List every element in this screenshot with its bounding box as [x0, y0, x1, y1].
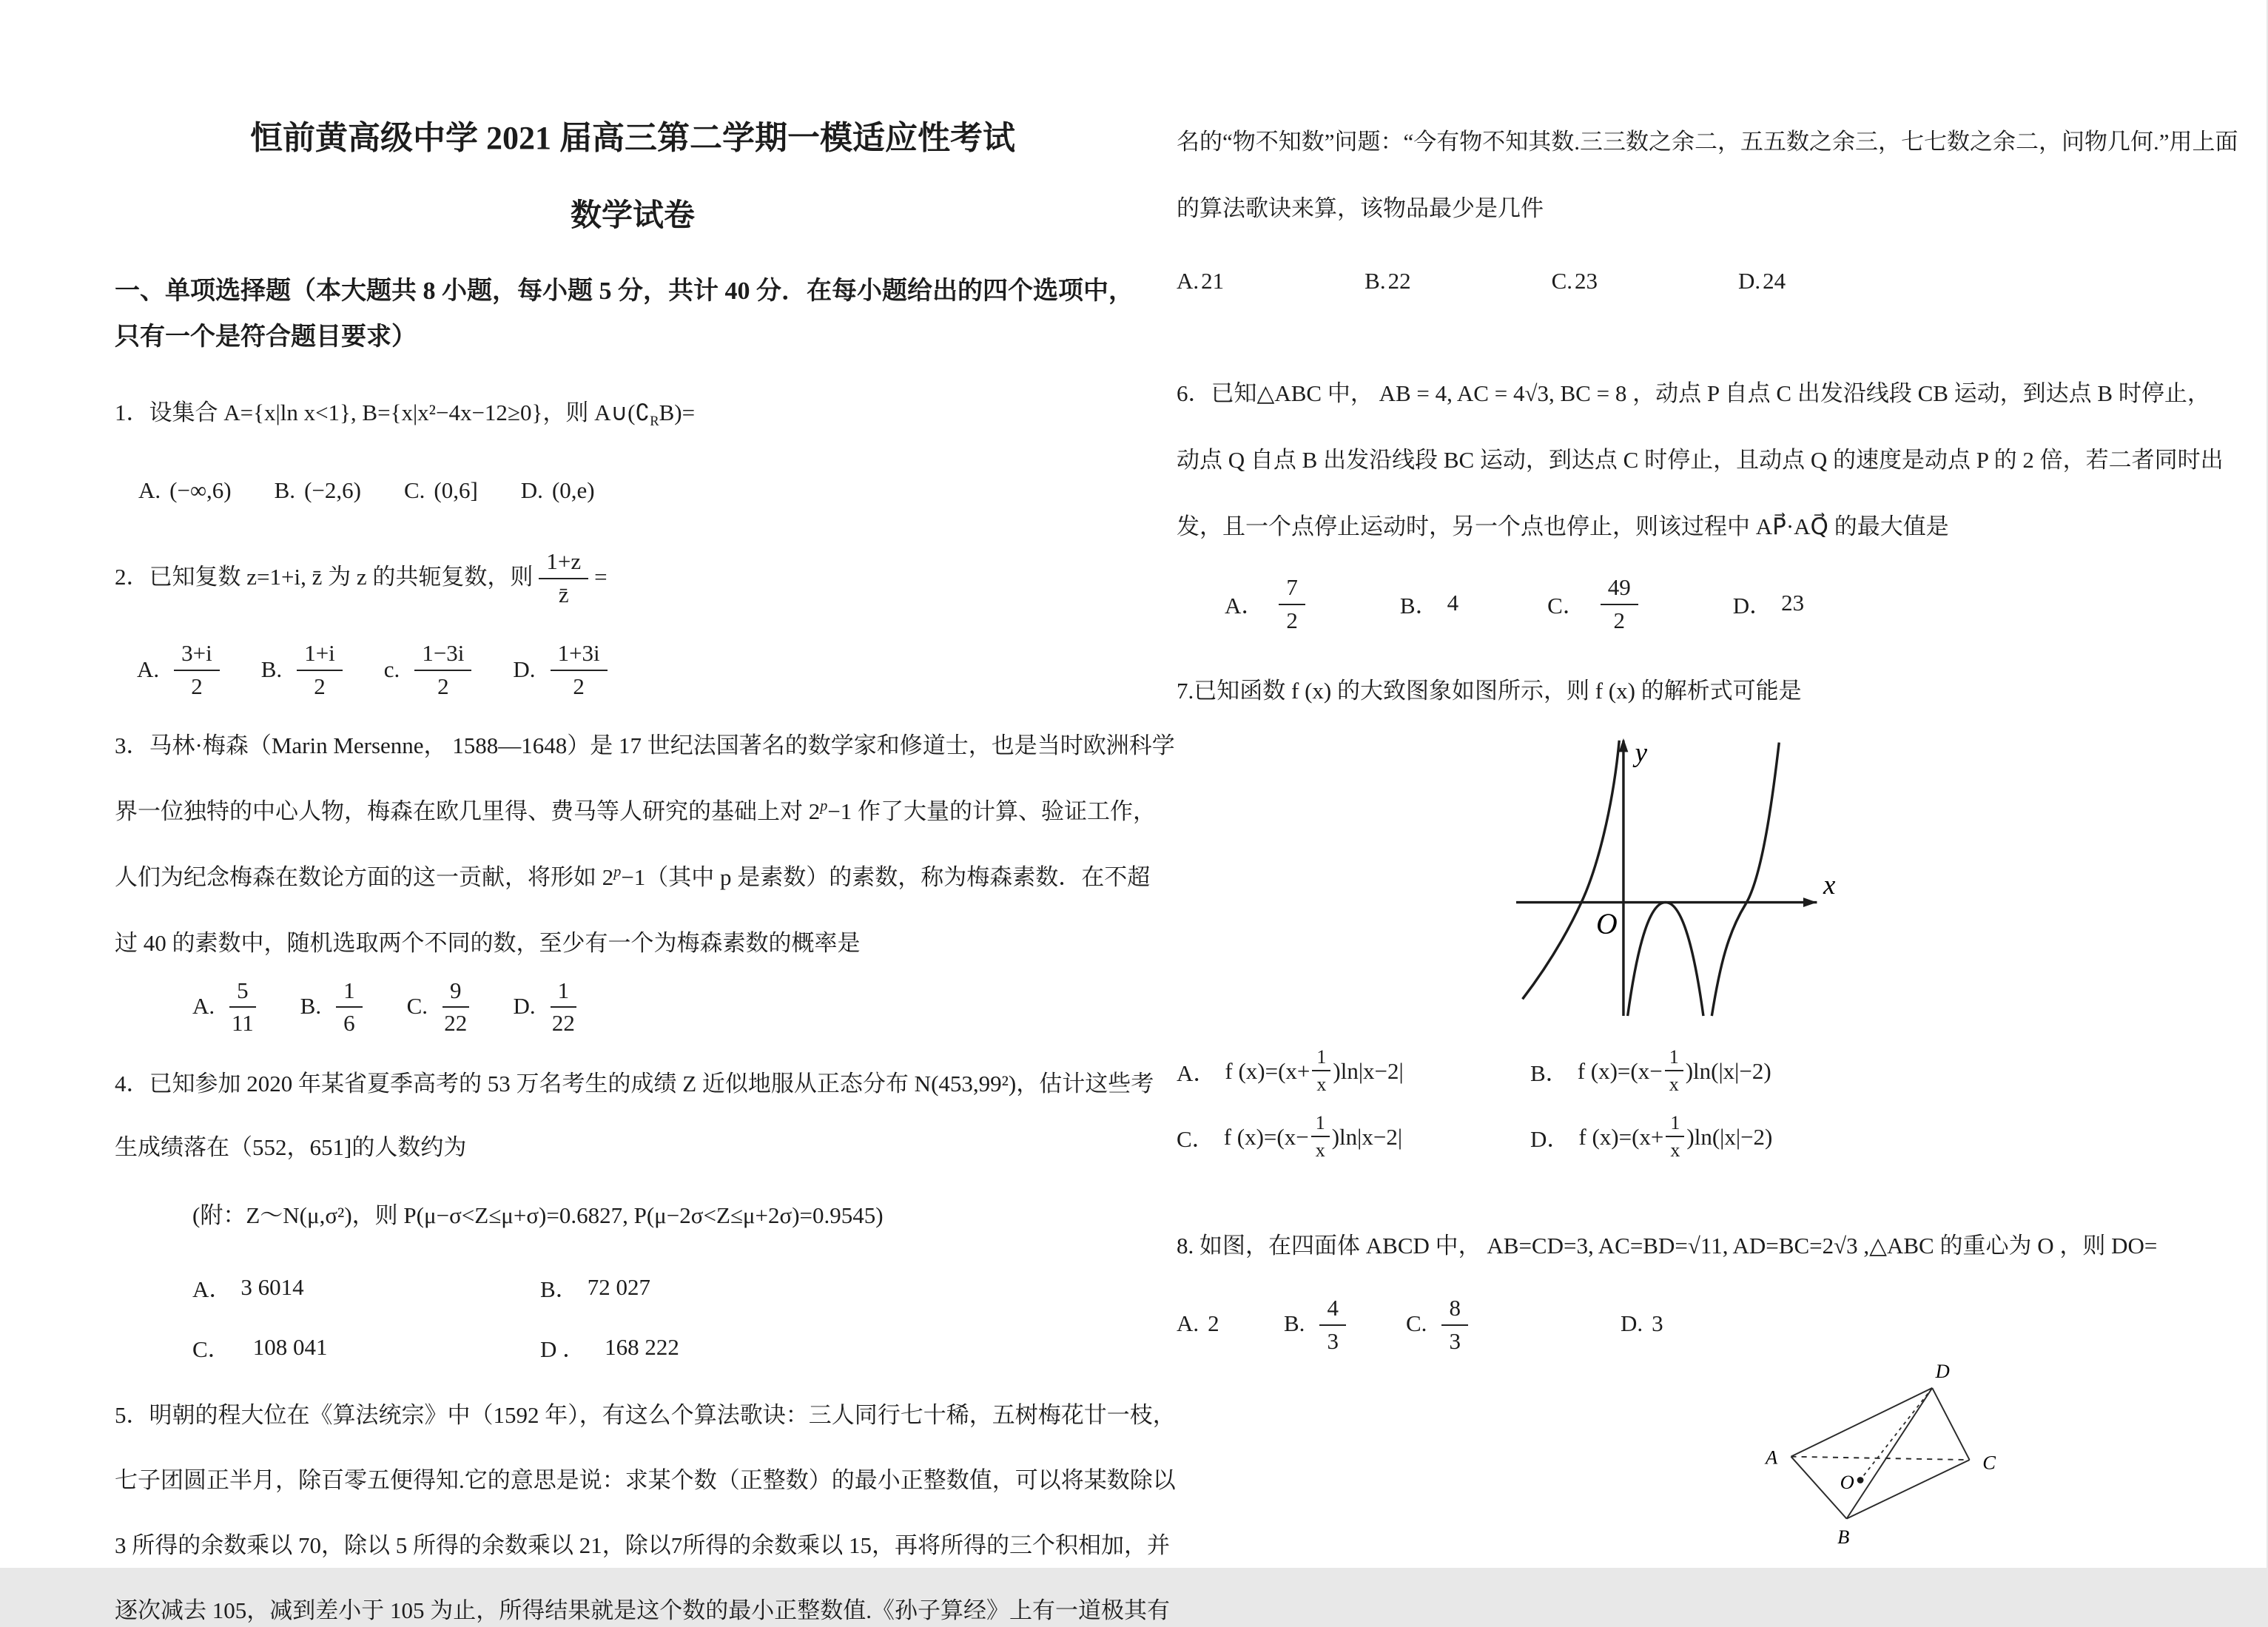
option-2a-den: 2: [191, 673, 203, 700]
q3-line2-pre: 界一位独特的中心人物，梅森在欧几里得、费马等人研究的基础上对 2: [115, 798, 821, 824]
q1-stem-post: B)=: [659, 399, 696, 425]
option-1b-value: (−2,6): [304, 477, 361, 504]
q3-line2-exponent: p: [820, 798, 828, 815]
option-2a-fraction: [174, 639, 220, 699]
option-6a-num: 7: [1279, 573, 1305, 605]
question-3-line1: 3．马林·梅森（Marin Mersenne， 1588—1648）是 17 世纪法国著名的数学家和修道士，也是当时欧洲科学: [115, 732, 1175, 758]
option-8d-value: 3: [1652, 1310, 1663, 1337]
option-6a-den: 2: [1286, 607, 1298, 633]
q2-stem-post: =: [594, 564, 608, 590]
question-5-line2: 七子团圆正半月，除百零五便得知.它的意思是说：求某个数（正整数）的最小正整数值，可以将某数除以: [115, 1467, 1176, 1494]
question-6-line2: 动点 Q 自点 B 出发沿线段 BC 运动，到达点 C 时停止，且动点 Q 的速度是动点 P 的 2 倍，若二者同时出: [1177, 447, 2224, 474]
option-1d-label: D.: [520, 477, 543, 504]
function-graph-figure: [1495, 724, 2235, 1027]
option-1b-label: B.: [274, 477, 296, 504]
option-7c-post: )ln|x−2|: [1331, 1123, 1403, 1150]
option-8b-label: B.: [1284, 1310, 1305, 1337]
option-8b-num: 4: [1319, 1293, 1346, 1326]
option-7c-label: C．: [1177, 1126, 1215, 1153]
origin-label: O: [1596, 908, 1618, 941]
option-7c: [1177, 1112, 1530, 1162]
x-axis-arrow: [1803, 898, 1817, 908]
option-3a-den: 11: [231, 1010, 254, 1037]
option-2b-den: 2: [314, 673, 326, 700]
option-7d-label: D．: [1530, 1126, 1570, 1153]
option-5c: [1552, 268, 1598, 294]
option-1c-label: C.: [403, 477, 425, 504]
option-1d-value: (0,e): [551, 477, 595, 504]
option-4c: [192, 1330, 540, 1364]
question-3-line4: 过 40 的素数中，随机选取两个不同的数，至少有一个为梅森素数的概率是: [115, 929, 861, 956]
option-6d-value: 23: [1781, 590, 1805, 616]
option-2b-num: 1+i: [297, 639, 343, 671]
option-2b-fraction: [297, 639, 343, 699]
option-5d: [1738, 268, 1786, 294]
option-8c-fraction: [1441, 1293, 1468, 1354]
option-8d: [1621, 1310, 1663, 1337]
option-4d-value: 168 222: [605, 1333, 679, 1360]
q3-line3-pre: 人们为纪念梅森在数论方面的这一贡献，将形如 2: [115, 863, 614, 890]
option-7d-num: 1: [1666, 1112, 1684, 1137]
question-2-stem: [115, 547, 1151, 607]
option-5b-value: 22: [1387, 268, 1411, 294]
option-4b: [540, 1270, 650, 1304]
option-3a-fraction: [229, 976, 256, 1037]
option-2d-label: D.: [513, 656, 536, 682]
q3-line3-post: −1（其中 p 是素数）的素数，称为梅森素数．在不超: [621, 863, 1151, 890]
option-7b-fraction: [1665, 1046, 1683, 1096]
option-4c-label: C．: [192, 1336, 231, 1363]
option-6d-label: D．: [1732, 592, 1773, 619]
option-4b-label: B．: [540, 1276, 579, 1303]
option-2d-den: 2: [573, 673, 585, 700]
option-2c: [384, 639, 478, 699]
option-7b-num: 1: [1665, 1046, 1683, 1071]
option-7d-post: )ln(|x|−2): [1686, 1123, 1773, 1150]
option-7a-num: 1: [1312, 1046, 1330, 1071]
option-2a-num: 3+i: [174, 639, 220, 671]
option-6a-label: A．: [1225, 592, 1265, 619]
option-7b-den: x: [1669, 1074, 1679, 1096]
option-7a-pre: f (x)=(x+: [1225, 1057, 1310, 1084]
q2-stem-pre: 2．已知复数 z=1+i, z̄ 为 z 的共轭复数，则: [115, 564, 534, 590]
option-6a-fraction: [1279, 573, 1305, 633]
option-3d-label: D.: [513, 992, 536, 1019]
option-2a: [137, 639, 226, 699]
option-3a: [192, 976, 262, 1037]
option-2c-fraction: [414, 639, 471, 699]
question-1-options: [138, 477, 1151, 504]
question-6-line1: 6．已知△ABC 中， AB = 4, AC = 4√3, BC = 8 ，动点 P 自点 C 出发沿线段 CB 运动，到达点 B 时停止，: [1177, 380, 2210, 407]
right-column: [1151, 0, 2268, 1568]
option-3a-num: 5: [229, 976, 256, 1008]
option-3c-fraction: [443, 976, 469, 1037]
question-6-line3: 发，且一个点停止运动时，另一个点也停止，则该过程中 AP⃗·AQ⃗ 的最大值是: [1177, 513, 1949, 540]
option-2d: [513, 639, 613, 699]
option-8b: [1284, 1293, 1406, 1354]
option-5b: [1364, 268, 1410, 294]
exam-title: 恒前黄高级中学 2021 届高三第二学期一模适应性考试: [250, 120, 1015, 156]
option-6d: [1733, 587, 1804, 620]
question-2-options: [137, 639, 1151, 699]
option-5d-label: D.: [1738, 268, 1761, 294]
centroid-O-label: O: [1840, 1471, 1854, 1494]
option-8c: [1406, 1293, 1621, 1354]
option-7d-den: x: [1670, 1139, 1680, 1162]
section-heading-line2: 只有一个是符合题目要求）: [115, 323, 417, 351]
option-5a: [1177, 268, 1224, 294]
question-7-stem: 7.已知函数 f (x) 的大致图象如图所示，则 f (x) 的解析式可能是: [1177, 678, 1802, 704]
option-7b-label: B．: [1530, 1060, 1569, 1087]
question-7-options-row2: [1177, 1112, 2235, 1162]
option-7b-pre: f (x)=(x−: [1577, 1057, 1663, 1084]
option-7c-pre: f (x)=(x−: [1223, 1123, 1309, 1150]
option-6c-den: 2: [1613, 607, 1626, 633]
q3-line2-post: −1 作了大量的计算、验证工作，: [827, 798, 1157, 824]
vertex-B-label: B: [1837, 1526, 1850, 1549]
question-3-options: [192, 976, 1151, 1037]
question-5-options: [1177, 268, 2235, 294]
option-2c-num: 1−3i: [414, 639, 471, 671]
option-8d-label: D.: [1621, 1310, 1643, 1337]
option-2b-label: B.: [260, 656, 283, 682]
option-3d-den: 22: [551, 1010, 575, 1037]
option-1d: [521, 477, 595, 504]
option-2c-den: 2: [437, 673, 449, 700]
edge-AD: [1791, 1388, 1932, 1457]
option-3b-num: 1: [336, 976, 363, 1008]
option-2a-label: A.: [137, 656, 160, 682]
question-1-stem: [115, 397, 1151, 432]
y-axis-label: y: [1635, 737, 1647, 768]
vertex-D-label: D: [1935, 1360, 1950, 1383]
x-axis-label: x: [1823, 869, 1836, 900]
curve-middle-branch: [1628, 903, 1703, 1016]
option-2d-num: 1+3i: [551, 639, 608, 671]
option-2c-label: c.: [383, 656, 400, 682]
q2-frac-denominator: z̄: [558, 581, 569, 607]
option-8a: [1177, 1310, 1284, 1337]
option-2d-fraction: [551, 639, 608, 699]
question-5-line3: 3 所得的余数乘以 70，除以 5 所得的余数乘以 21，除以7所得的余数乘以 15，再将所得的三个积相加，并: [115, 1532, 1170, 1559]
option-2b: [261, 639, 349, 699]
option-4d-label: D ．: [540, 1336, 586, 1363]
question-5-line1: 5．明朝的程大位在《算法统宗》中（1592 年），有这么个算法歌诀：三人同行七十稀，五树梅花廿一枝，: [115, 1402, 1176, 1429]
option-8a-value: 2: [1208, 1310, 1219, 1337]
option-6c-fraction: [1601, 573, 1638, 633]
option-6c: [1547, 573, 1644, 633]
edge-BD: [1847, 1388, 1933, 1519]
option-4a-value: 3 6014: [240, 1273, 304, 1300]
option-8b-fraction: [1319, 1293, 1346, 1354]
question-7-options-row1: [1177, 1046, 2235, 1096]
edge-AB: [1791, 1457, 1846, 1519]
edge-AC-dashed: [1791, 1457, 1969, 1460]
option-4a-label: A．: [192, 1276, 232, 1303]
option-3c-den: 22: [444, 1010, 468, 1037]
option-3d-fraction: [551, 976, 577, 1037]
option-4c-value: 108 041: [252, 1333, 328, 1360]
option-3b: [300, 976, 369, 1037]
option-7a-den: x: [1316, 1074, 1327, 1096]
option-4d: [540, 1330, 679, 1364]
question-5-cont-line2: 的算法歌诀来算，该物品最少是几件: [1177, 195, 1544, 222]
question-4-line1: 4．已知参加 2020 年某省夏季高考的 53 万名考生的成绩 Z 近似地服从正态分布 N(453,99²)，估计这些考: [115, 1071, 1154, 1097]
option-4b-value: 72 027: [587, 1273, 650, 1300]
curve-left-branch: [1523, 741, 1620, 1000]
q2-stem-fraction: [539, 547, 588, 607]
option-5d-value: 24: [1763, 268, 1786, 294]
option-3b-label: B.: [300, 992, 322, 1019]
question-4-note: (附：Z～N(μ,σ²)，则 P(μ−σ<Z≤μ+σ)=0.6827, P(μ−2σ<Z≤μ+2σ)=0.9545): [192, 1202, 884, 1229]
option-6b-value: 4: [1447, 590, 1459, 616]
curve-right-branch: [1712, 743, 1779, 1016]
question-6-options: [1225, 573, 2235, 633]
option-1c: [404, 477, 478, 504]
question-4-line2: 生成绩落在（552，651]的人数约为: [115, 1134, 467, 1161]
option-7c-fraction: [1311, 1112, 1330, 1162]
option-7b: [1530, 1046, 1771, 1096]
option-5c-value: 23: [1575, 268, 1598, 294]
question-5-line4: 逐次减去 105，减到差小于 105 为止，所得结果就是这个数的最小正整数值.《孙子算经》上有一道极其有: [115, 1597, 1170, 1624]
option-3a-label: A.: [192, 992, 215, 1019]
question-8-stem: 8. 如图，在四面体 ABCD 中， AB=CD=3, AC=BD=√11, AD=BC=2√3 ,△ABC 的重心为 O ，则 DO=: [1177, 1232, 2158, 1259]
option-8c-num: 8: [1441, 1293, 1468, 1326]
option-1a-label: A.: [138, 477, 161, 504]
option-5b-label: B.: [1364, 268, 1386, 294]
option-7a-label: A．: [1177, 1060, 1217, 1087]
option-7b-post: )ln(|x|−2): [1685, 1057, 1771, 1084]
q1-stem-pre: 1．设集合 A={x|ln x<1}, B={x|x²−4x−12≥0}，则 A∪(∁: [115, 399, 650, 425]
option-5a-label: A.: [1177, 268, 1199, 294]
option-8a-label: A.: [1177, 1310, 1199, 1337]
option-3b-fraction: [336, 976, 363, 1037]
q2-frac-numerator: 1+z: [539, 547, 588, 579]
tetrahedron-diagram: [1735, 1354, 2053, 1550]
question-8-options: [1177, 1293, 2235, 1354]
option-7c-num: 1: [1311, 1112, 1330, 1137]
option-3d-num: 1: [551, 976, 577, 1008]
option-6a: [1225, 573, 1311, 633]
segment-DO-dashed: [1862, 1388, 1932, 1478]
option-6b-label: B．: [1399, 592, 1438, 619]
option-8c-label: C.: [1406, 1310, 1427, 1337]
centroid-point: [1857, 1477, 1864, 1483]
option-7d: [1530, 1112, 1772, 1162]
option-4a: [192, 1270, 540, 1304]
edge-DC: [1932, 1388, 1969, 1460]
option-7c-den: x: [1315, 1139, 1325, 1162]
question-5-cont-line1: 名的“物不知数”问题：“今有物不知其数.三三数之余二，五五数之余三，七七数之余二，问物几何.”用上面: [1177, 129, 2238, 155]
option-3c-num: 9: [443, 976, 469, 1008]
option-7a: [1177, 1046, 1530, 1096]
option-3c: [407, 976, 475, 1037]
option-3b-den: 6: [343, 1010, 355, 1037]
option-6b: [1400, 587, 1458, 620]
tetrahedron-figure: [1735, 1354, 2235, 1554]
question-3-line2: [115, 795, 1157, 828]
y-axis-arrow: [1619, 738, 1629, 752]
vertex-A-label: A: [1765, 1446, 1778, 1469]
option-8c-den: 3: [1449, 1327, 1461, 1354]
q1-complement-subscript: R: [650, 413, 659, 429]
vertex-C-label: C: [1982, 1451, 1996, 1474]
option-5c-label: C.: [1551, 268, 1573, 294]
exam-subtitle: 数学试卷: [570, 199, 695, 233]
option-7d-fraction: [1666, 1112, 1684, 1162]
option-7d-pre: f (x)=(x+: [1578, 1123, 1664, 1150]
question-4-options-row2: [192, 1330, 1151, 1364]
option-3d: [514, 976, 583, 1037]
option-7a-fraction: [1312, 1046, 1330, 1096]
option-3c-label: C.: [406, 992, 428, 1019]
question-4-options-row1: [192, 1270, 1151, 1304]
question-3-line3: [115, 861, 1151, 894]
option-1b: [275, 477, 361, 504]
section-heading-line1: 一、单项选择题（本大题共 8 小题，每小题 5 分，共计 40 分．在每小题给出的四个选项中，: [115, 277, 1134, 305]
option-6c-label: C．: [1547, 592, 1586, 619]
q3-line3-exponent: p: [613, 863, 622, 880]
option-6c-num: 49: [1601, 573, 1638, 605]
function-graph: [1495, 724, 1857, 1023]
option-1a-value: (−∞,6): [169, 477, 232, 504]
option-8b-den: 3: [1327, 1327, 1339, 1354]
option-1a: [138, 477, 232, 504]
option-7a-post: )ln|x−2|: [1333, 1057, 1404, 1084]
option-1c-value: (0,6]: [434, 477, 478, 504]
option-5a-value: 21: [1201, 268, 1225, 294]
